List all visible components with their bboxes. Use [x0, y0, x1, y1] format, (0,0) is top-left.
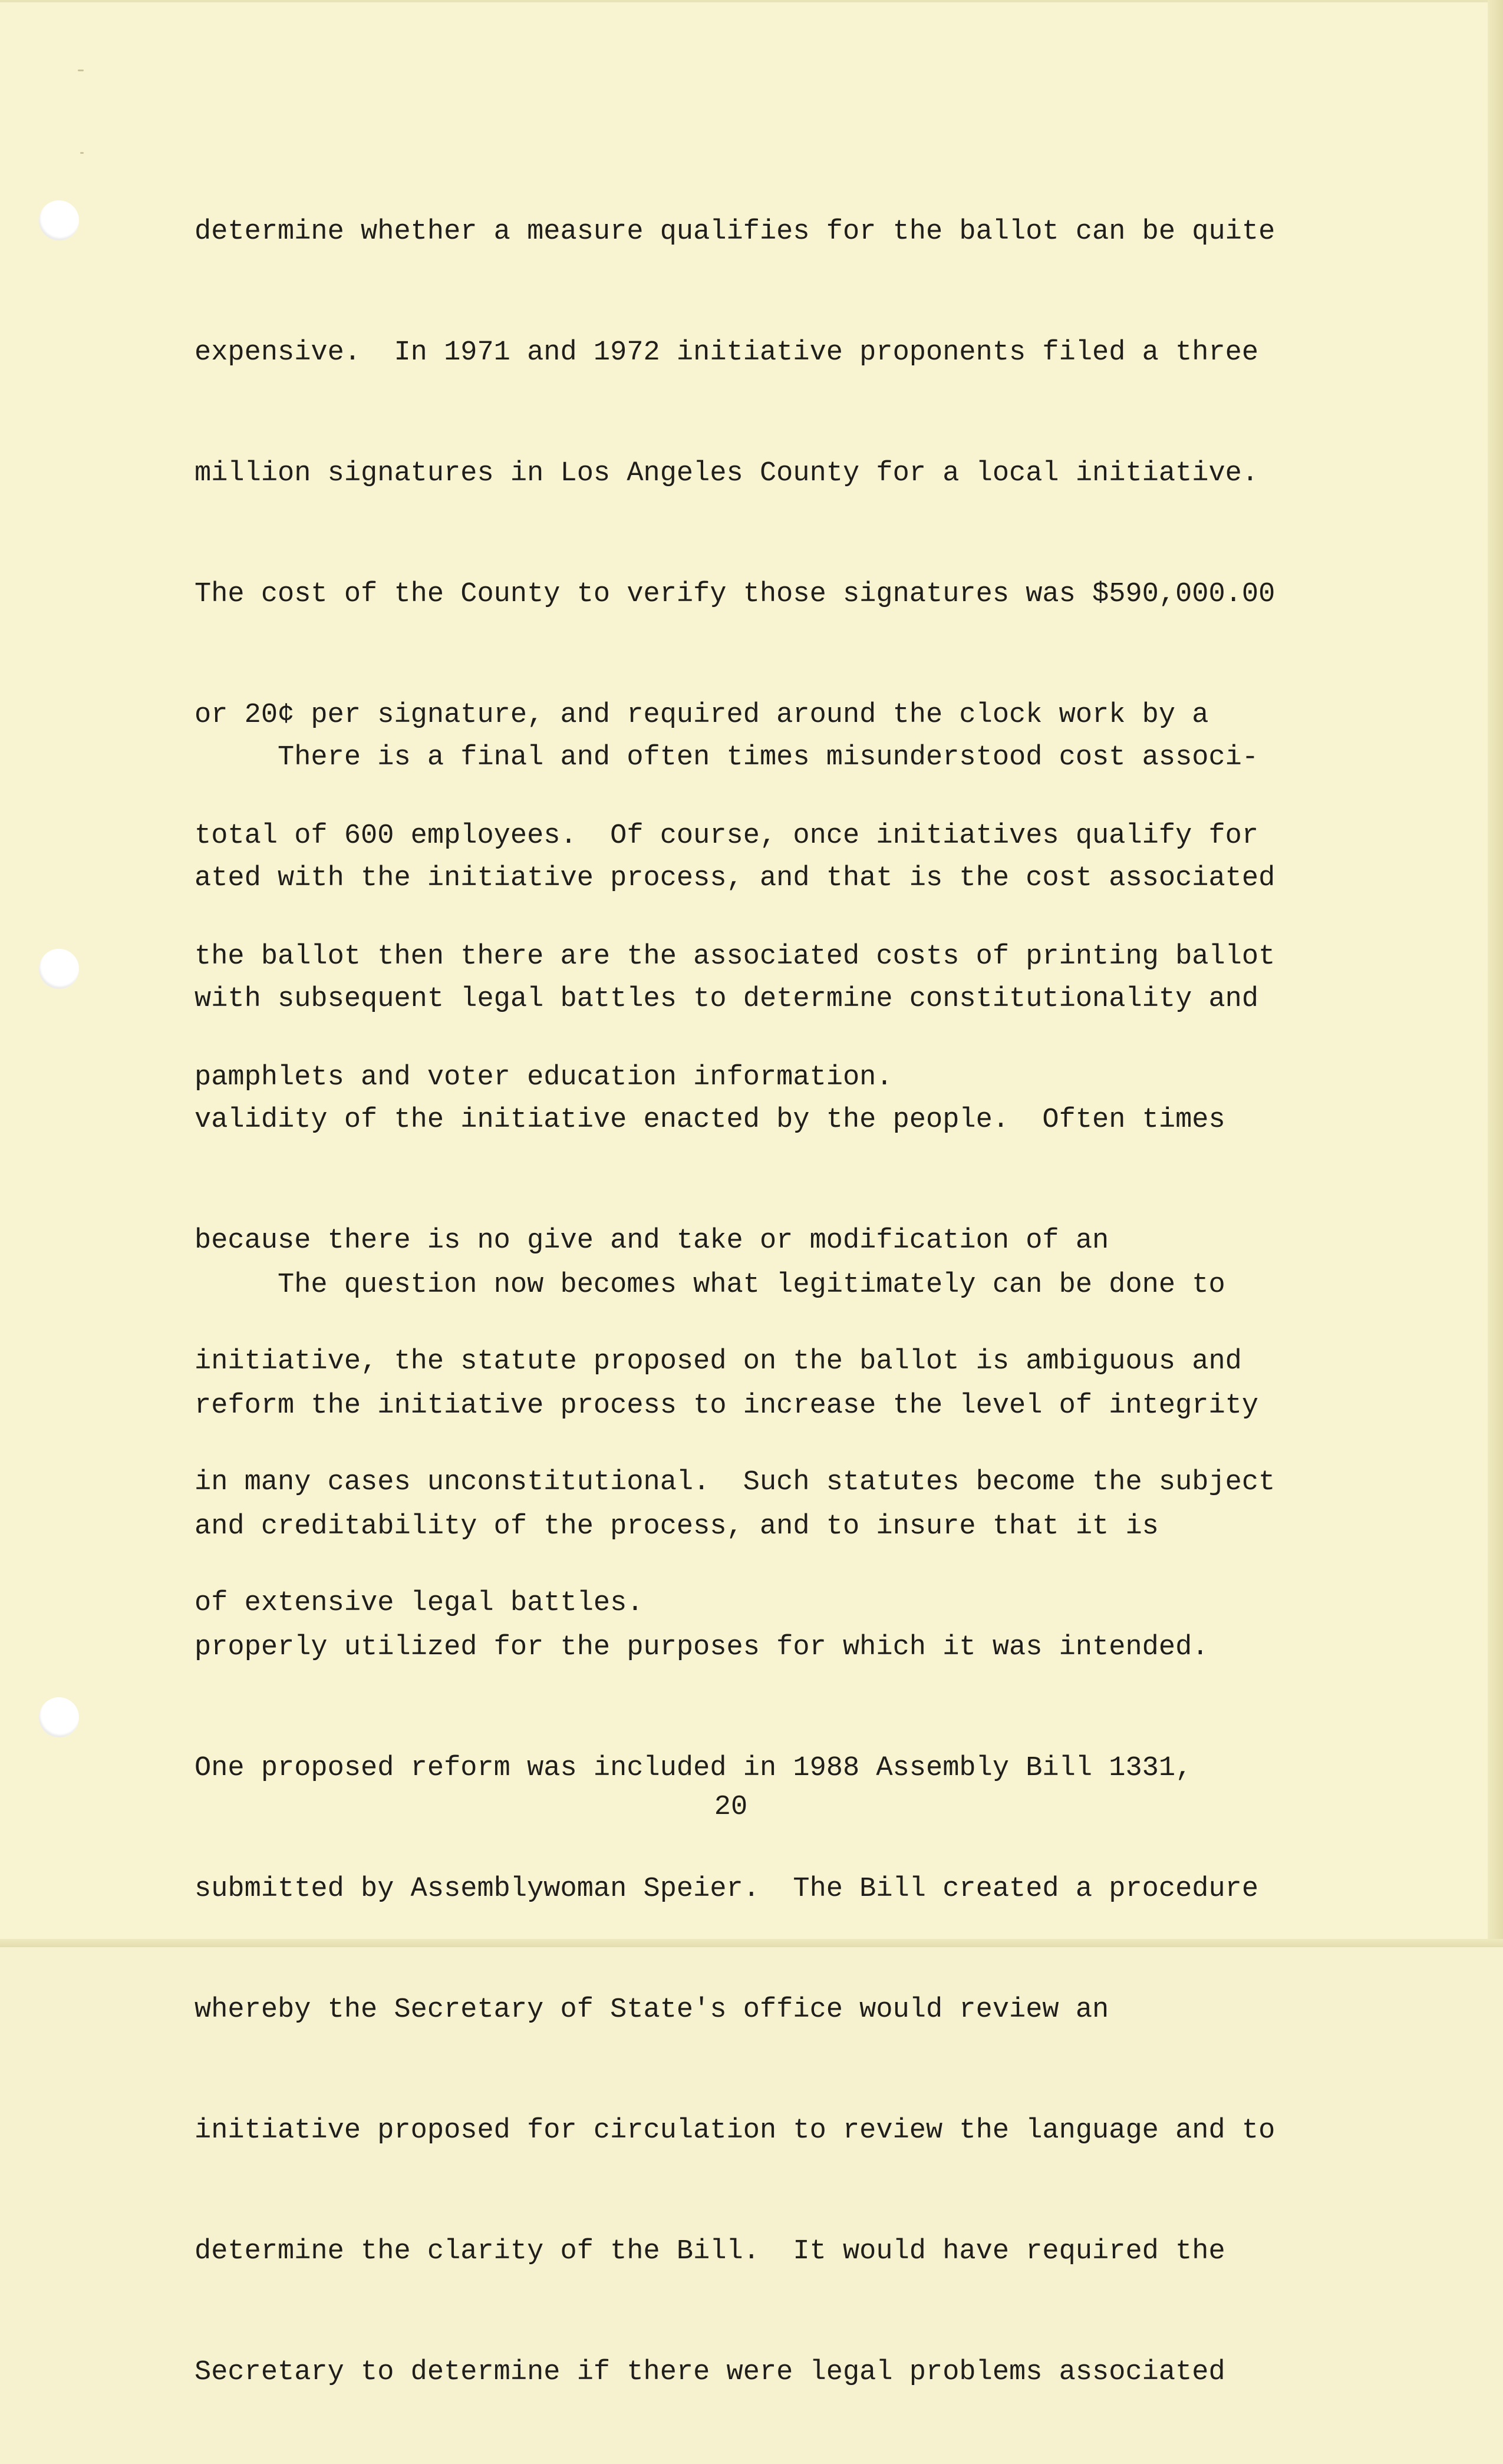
text-line: million signatures in Los Angeles County for a local initiative. — [195, 458, 1259, 489]
text-line: of extensive legal battles. — [195, 1588, 644, 1619]
text-line: expensive. In 1971 and 1972 initiative proponents filed a three — [195, 337, 1259, 368]
paper-speck — [80, 152, 84, 154]
text-line: pamphlets and voter education information. — [195, 1062, 893, 1093]
text-line: initiative proposed for circulation to review the language and to — [195, 2115, 1275, 2146]
text-line: The question now becomes what legitimately can be done to — [195, 1269, 1225, 1301]
page-right-edge — [1488, 0, 1503, 1947]
text-line: reform the initiative process to increase the level of integrity — [195, 1390, 1259, 1421]
binder-hole-bottom — [39, 1697, 79, 1737]
text-line: Secretary to determine if there were legal problems associated — [195, 2357, 1225, 2388]
text-line: total of 600 employees. Of course, once initiatives qualify for — [195, 820, 1259, 852]
text-line: with subsequent legal battles to determine constitutionality and — [195, 984, 1259, 1015]
text-line: whereby the Secretary of State's office would review an — [195, 1994, 1109, 2026]
paragraph-3 — [195, 1193, 1362, 2464]
text-line: determine whether a measure qualifies for the ballot can be quite — [195, 216, 1275, 248]
text-line: validity of the initiative enacted by the people. Often times — [195, 1104, 1225, 1136]
text-line: and creditability of the process, and to insure that it is — [195, 1511, 1159, 1542]
text-line: There is a final and often times misunderstood cost associ- — [195, 742, 1259, 773]
text-line: ated with the initiative process, and that is the cost associated — [195, 863, 1275, 894]
text-line: in many cases unconstitutional. Such statutes become the subject — [195, 1467, 1275, 1498]
paper-speck — [78, 70, 84, 71]
text-line: determine the clarity of the Bill. It would have required the — [195, 2236, 1225, 2267]
binder-hole-top — [39, 200, 79, 240]
text-line: properly utilized for the purposes for which it was intended. — [195, 1632, 1209, 1663]
binder-hole-middle — [39, 949, 79, 989]
text-line: submitted by Assemblywoman Speier. The Bill created a procedure — [195, 1873, 1259, 1905]
page-top-edge — [0, 0, 1503, 2]
text-line: initiative, the statute proposed on the ballot is ambiguous and — [195, 1346, 1242, 1377]
page-number: 20 — [714, 1792, 748, 1823]
text-line: The cost of the County to verify those signatures was $590,000.00 — [195, 579, 1275, 610]
text-line: One proposed reform was included in 1988 Assembly Bill 1331, — [195, 1753, 1192, 1784]
text-line: or 20¢ per signature, and required around the clock work by a — [195, 700, 1209, 731]
text-line: because there is no give and take or modification of an — [195, 1225, 1109, 1256]
text-line: the ballot then there are the associated costs of printing ballot — [195, 941, 1275, 972]
